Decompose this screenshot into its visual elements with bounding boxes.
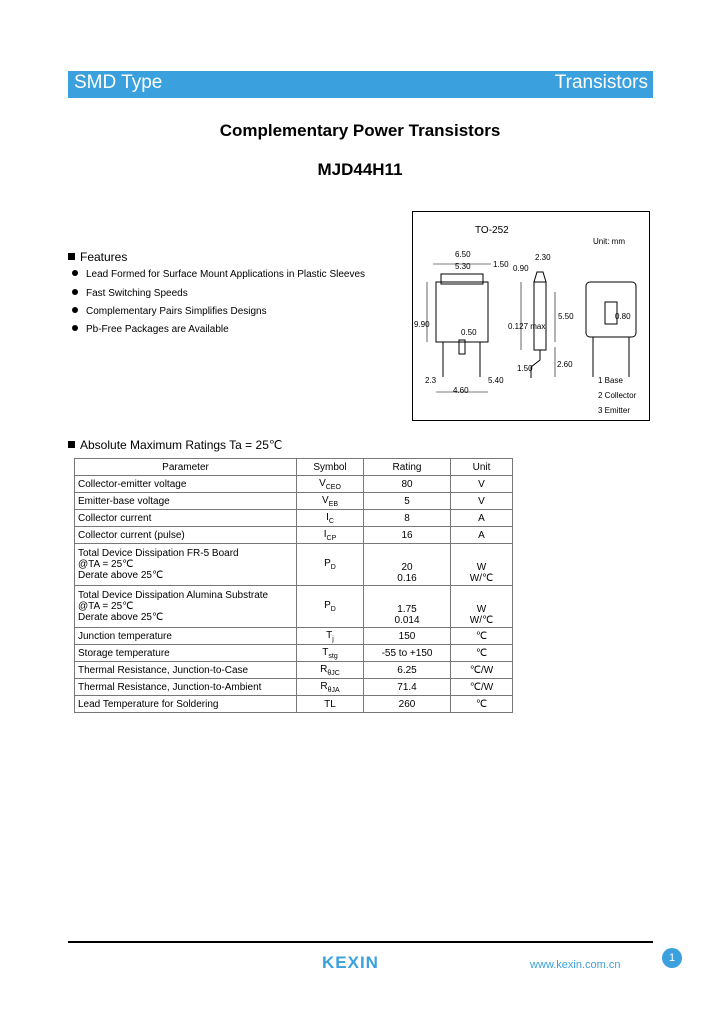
column-header: Symbol xyxy=(297,459,364,476)
feature-item: Pb-Free Packages are Available xyxy=(72,324,229,335)
table-row xyxy=(75,510,513,527)
pin-1: 1 Base xyxy=(598,376,623,385)
website-link[interactable]: www.kexin.com.cn xyxy=(530,959,621,971)
column-header: Parameter xyxy=(75,459,297,476)
symbol-letter: P xyxy=(324,557,331,569)
cell-parameter: Collector current xyxy=(75,510,297,527)
cell-rating xyxy=(364,586,451,628)
package-name: TO-252 xyxy=(475,225,509,236)
header-right: Transistors xyxy=(554,72,648,93)
kexin-logo: KEXIN xyxy=(322,953,379,972)
package-unit: Unit: mm xyxy=(593,237,625,246)
cell-symbol xyxy=(297,476,364,493)
dim-14: 5.40 xyxy=(488,376,504,385)
package-body-side xyxy=(534,282,546,350)
unit-line: W/℃ xyxy=(469,615,494,626)
table-row xyxy=(75,586,513,628)
table-row xyxy=(75,679,513,696)
symbol-subscript: CP xyxy=(326,534,337,542)
header-left: SMD Type xyxy=(74,72,163,93)
table-row xyxy=(75,476,513,493)
symbol-letter: TL xyxy=(324,698,336,710)
cell-symbol xyxy=(297,510,364,527)
feature-item: Complementary Pairs Simplifies Designs xyxy=(72,306,267,317)
parameter-line: Derate above 25℃ xyxy=(78,612,164,623)
symbol-subscript: CEO xyxy=(325,483,341,491)
feature-item: Lead Formed for Surface Mount Applications in Plastic Sleeves xyxy=(72,269,365,280)
parameter-line: Total Device Dissipation Alumina Substrate xyxy=(78,590,269,601)
cell-rating xyxy=(364,544,451,586)
rating-line: 0.014 xyxy=(394,615,420,626)
bullet-icon xyxy=(72,307,78,313)
cell-rating: 71.4 xyxy=(364,679,451,696)
dim-9: 0.80 xyxy=(615,312,631,321)
dim-1: 5.30 xyxy=(455,262,471,271)
ratings-table-body xyxy=(75,476,513,713)
cell-unit: ℃ xyxy=(451,628,513,645)
cell-unit xyxy=(451,544,513,586)
dim-6: 0.127 max xyxy=(508,322,546,331)
table-row xyxy=(75,662,513,679)
bullet-icon xyxy=(72,270,78,276)
footer-rule xyxy=(68,941,653,943)
document-title: Complementary Power Transistors xyxy=(219,121,501,140)
symbol-subscript: θJC xyxy=(327,669,340,677)
cell-symbol xyxy=(297,586,364,628)
dim-10: 2.3 xyxy=(425,376,437,385)
dim-8: 9.90 xyxy=(414,320,430,329)
cell-symbol xyxy=(297,628,364,645)
table-row xyxy=(75,696,513,713)
cell-parameter: Storage temperature xyxy=(75,645,297,662)
bullet-icon xyxy=(72,289,78,295)
unit-line: W xyxy=(476,604,487,615)
page-number-badge: 1 xyxy=(662,948,682,968)
header-banner xyxy=(68,71,653,98)
pin-3: 3 Emitter xyxy=(598,406,631,415)
dim-13: 2.60 xyxy=(557,360,573,369)
square-bullet-icon xyxy=(68,253,75,260)
column-header: Unit xyxy=(451,459,513,476)
dim-7: 5.50 xyxy=(558,312,574,321)
ratings-heading: Absolute Maximum Ratings Ta = 25℃ xyxy=(68,438,282,452)
rating-line: 0.16 xyxy=(397,573,417,584)
cell-unit: ℃ xyxy=(451,645,513,662)
cell-symbol xyxy=(297,544,364,586)
symbol-letter: T xyxy=(322,646,329,658)
cell-unit: A xyxy=(451,527,513,544)
dim-3: 0.90 xyxy=(513,264,529,273)
rating-line: 20 xyxy=(401,562,413,573)
bullet-icon xyxy=(72,325,78,331)
cell-parameter: Lead Temperature for Soldering xyxy=(75,696,297,713)
dim-0: 6.50 xyxy=(455,250,471,259)
cell-symbol xyxy=(297,493,364,510)
dim-2: 1.50 xyxy=(493,260,509,269)
parameter-line: Derate above 25℃ xyxy=(78,570,164,581)
table-row xyxy=(75,645,513,662)
cell-rating: 260 xyxy=(364,696,451,713)
symbol-letter: V xyxy=(321,494,329,506)
cell-parameter xyxy=(75,586,297,628)
unit-line: W/℃ xyxy=(469,573,494,584)
pin-2: 2 Collector xyxy=(598,391,637,400)
cell-parameter: Emitter-base voltage xyxy=(75,493,297,510)
cell-unit: ℃/W xyxy=(451,662,513,679)
parameter-line: @TA = 25℃ xyxy=(78,559,134,570)
cell-unit: A xyxy=(451,510,513,527)
cell-unit xyxy=(451,586,513,628)
cell-parameter: Thermal Resistance, Junction-to-Case xyxy=(75,662,297,679)
square-bullet-icon xyxy=(68,441,75,448)
cell-unit: ℃/W xyxy=(451,679,513,696)
dim-12: 1.50 xyxy=(517,364,533,373)
symbol-letter: R xyxy=(320,680,328,692)
cell-rating: 6.25 xyxy=(364,662,451,679)
cell-unit: ℃ xyxy=(451,696,513,713)
features-heading: Features xyxy=(68,250,127,264)
cell-symbol xyxy=(297,645,364,662)
symbol-subscript: stg xyxy=(328,652,338,660)
symbol-letter: I xyxy=(326,511,329,523)
cell-unit: V xyxy=(451,476,513,493)
package-body-back xyxy=(586,282,636,337)
table-row xyxy=(75,628,513,645)
symbol-subscript: θJA xyxy=(327,686,340,694)
table-row xyxy=(75,493,513,510)
symbol-letter: I xyxy=(323,528,327,540)
dim-11: 4.60 xyxy=(453,386,469,395)
symbol-letter: V xyxy=(319,477,326,489)
ratings-table xyxy=(74,458,513,713)
cell-parameter xyxy=(75,544,297,586)
cell-symbol xyxy=(297,696,364,713)
cell-parameter: Collector current (pulse) xyxy=(75,527,297,544)
symbol-subscript: j xyxy=(332,635,334,643)
dim-4: 2.30 xyxy=(535,253,551,262)
cell-parameter: Junction temperature xyxy=(75,628,297,645)
parameter-line: Total Device Dissipation FR-5 Board xyxy=(78,548,239,559)
table-header-row xyxy=(75,459,513,476)
symbol-subscript: D xyxy=(330,605,336,613)
feature-item: Fast Switching Speeds xyxy=(72,288,188,299)
cell-parameter: Thermal Resistance, Junction-to-Ambient xyxy=(75,679,297,696)
table-row xyxy=(75,527,513,544)
part-number: MJD44H11 xyxy=(317,160,403,179)
symbol-letter: P xyxy=(324,599,331,611)
cell-parameter: Collector-emitter voltage xyxy=(75,476,297,493)
package-drawing-box xyxy=(412,211,650,421)
cell-rating: 80 xyxy=(364,476,451,493)
cell-rating: 150 xyxy=(364,628,451,645)
rating-line: 1.75 xyxy=(397,604,417,615)
symbol-subscript: EB xyxy=(328,500,338,508)
symbol-subscript: D xyxy=(330,563,336,571)
cell-rating: 5 xyxy=(364,493,451,510)
symbol-letter: R xyxy=(320,663,328,675)
symbol-letter: T xyxy=(326,629,333,641)
cell-rating: 8 xyxy=(364,510,451,527)
cell-symbol xyxy=(297,662,364,679)
unit-line: W xyxy=(476,562,487,573)
cell-symbol xyxy=(297,679,364,696)
cell-unit: V xyxy=(451,493,513,510)
dim-5: 0.50 xyxy=(461,328,477,337)
cell-rating: -55 to +150 xyxy=(364,645,451,662)
table-row xyxy=(75,544,513,586)
column-header: Rating xyxy=(364,459,451,476)
parameter-line: @TA = 25℃ xyxy=(78,601,134,612)
symbol-subscript: C xyxy=(328,517,334,525)
cell-symbol xyxy=(297,527,364,544)
cell-rating: 16 xyxy=(364,527,451,544)
